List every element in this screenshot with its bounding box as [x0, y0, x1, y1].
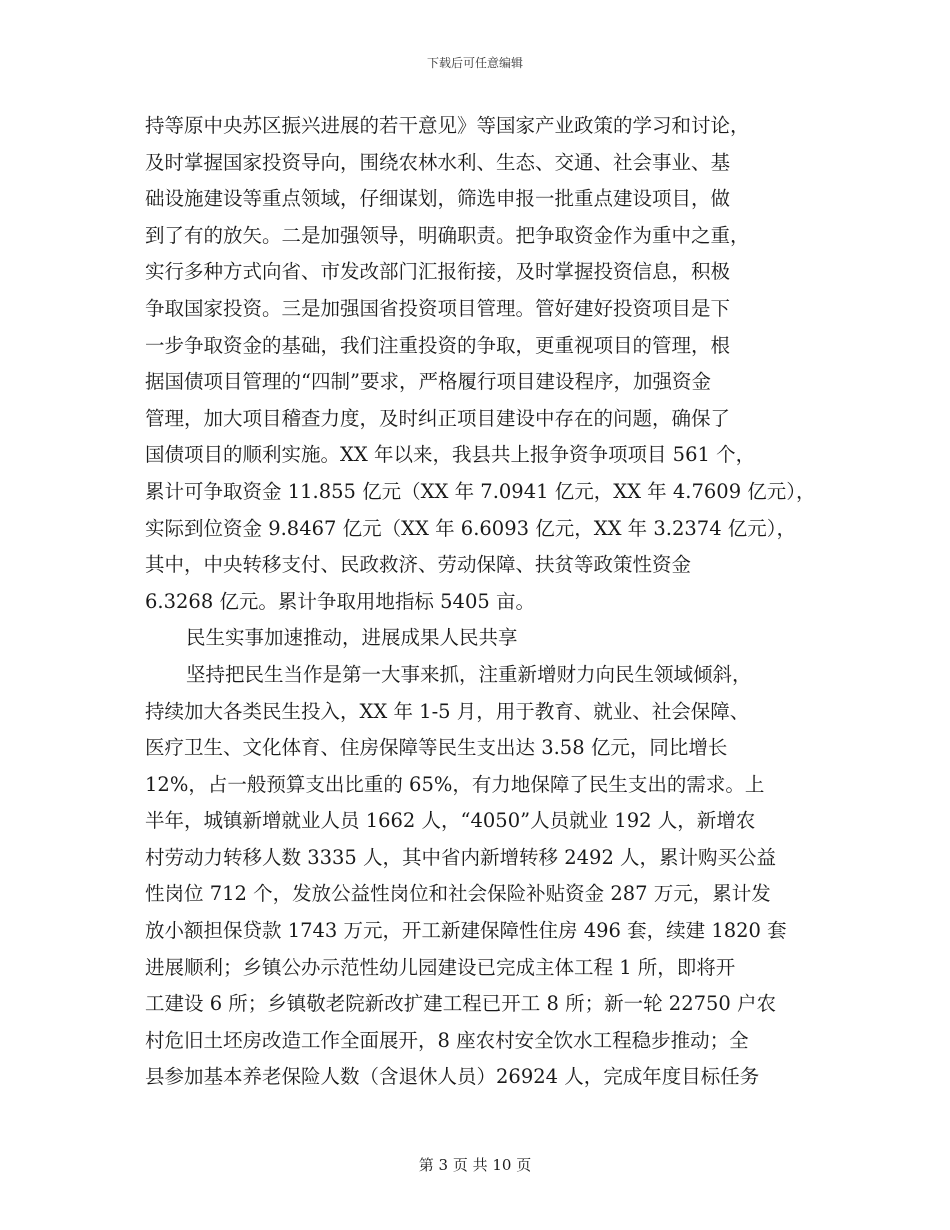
text-line: 12%，占一般预算支出比重的 65%，有力地保障了民生支出的需求。上 [145, 772, 765, 796]
text-line: 性岗位 712 个，发放公益性岗位和社会保险补贴资金 287 万元，累计发 [145, 882, 771, 906]
text-line: 累计可争取资金 11.855 亿元（XX 年 7.0941 亿元，XX 年 4.7609 亿元）， [145, 479, 816, 503]
text-line: 半年，城镇新增就业人员 1662 人，“4050”人员就业 192 人，新增农 [145, 809, 756, 833]
text-line: 及时掌握国家投资导向，围绕农林水利、生态、交通、社会事业、基 [145, 150, 731, 174]
page-number-footer: 第 3 页 共 10 页 [418, 1156, 532, 1174]
text-line: 村危旧土坯房改造工作全面展开，8 座农村安全饮水工程稳步推动；全 [145, 1028, 749, 1052]
text-line: 工建设 6 所；乡镇敬老院新改扩建工程已开工 8 所；新一轮 22750 户农 [145, 992, 777, 1016]
text-line: 医疗卫生、文化体育、住房保障等民生支出达 3.58 亿元，同比增长 [145, 736, 728, 760]
text-line: 实行多种方式向省、市发改部门汇报衔接，及时掌握投资信息，积极 [145, 260, 731, 284]
text-line: 县参加基本养老保险人数（含退休人员）26924 人，完成年度目标任务 [145, 1065, 760, 1089]
text-line: 到了有的放矢。二是加强领导，明确职责。把争取资金作为重中之重， [145, 223, 750, 247]
text-line: 据国债项目管理的“四制”要求，严格履行项目建设程序，加强资金 [145, 370, 711, 394]
text-line: 础设施建设等重点领域，仔细谋划，筛选申报一批重点建设项目，做 [145, 187, 731, 211]
text-line: 一步争取资金的基础，我们注重投资的争取，更重视项目的管理，根 [145, 333, 731, 357]
document-body [145, 108, 845, 1096]
text-line: 国债项目的顺利实施。XX 年以来，我县共上报争资争项项目 561 个， [145, 443, 756, 467]
text-line: 村劳动力转移人数 3335 人，其中省内新增转移 2492 人，累计购买公益 [145, 845, 777, 869]
text-line: 持等原中央苏区振兴进展的若干意见》等国家产业政策的学习和讨论， [145, 114, 750, 137]
text-line: 实际到位资金 9.8467 亿元（XX 年 6.6093 亿元，XX 年 3.2374 亿元）， [145, 516, 797, 540]
text-line: 争取国家投资。三是加强国省投资项目管理。管好建好投资项目是下 [145, 296, 731, 320]
text-line: 管理，加大项目稽查力度，及时纠正项目建设中存在的问题，确保了 [145, 406, 731, 430]
text-line: 其中，中央转移支付、民政救济、劳动保障、扶贫等政策性资金 [145, 553, 692, 577]
text-line: 放小额担保贷款 1743 万元，开工新建保障性住房 496 套，续建 1820 套 [145, 919, 787, 943]
page-header: 下载后可任意编辑 [426, 56, 523, 70]
text-line: 坚持把民生当作是第一大事来抓，注重新增财力向民生领域倾斜， [186, 662, 752, 686]
text-line: 持续加大各类民生投入，XX 年 1-5 月，用于教育、就业、社会保障、 [145, 699, 750, 723]
text-line: 进展顺利；乡镇公办示范性幼儿园建设已完成主体工程 1 所，即将开 [145, 955, 736, 979]
text-line: 6.3268 亿元。累计争取用地指标 5405 亩。 [145, 589, 535, 613]
section-heading: 民生实事加速推动，进展成果人民共享 [186, 626, 518, 650]
